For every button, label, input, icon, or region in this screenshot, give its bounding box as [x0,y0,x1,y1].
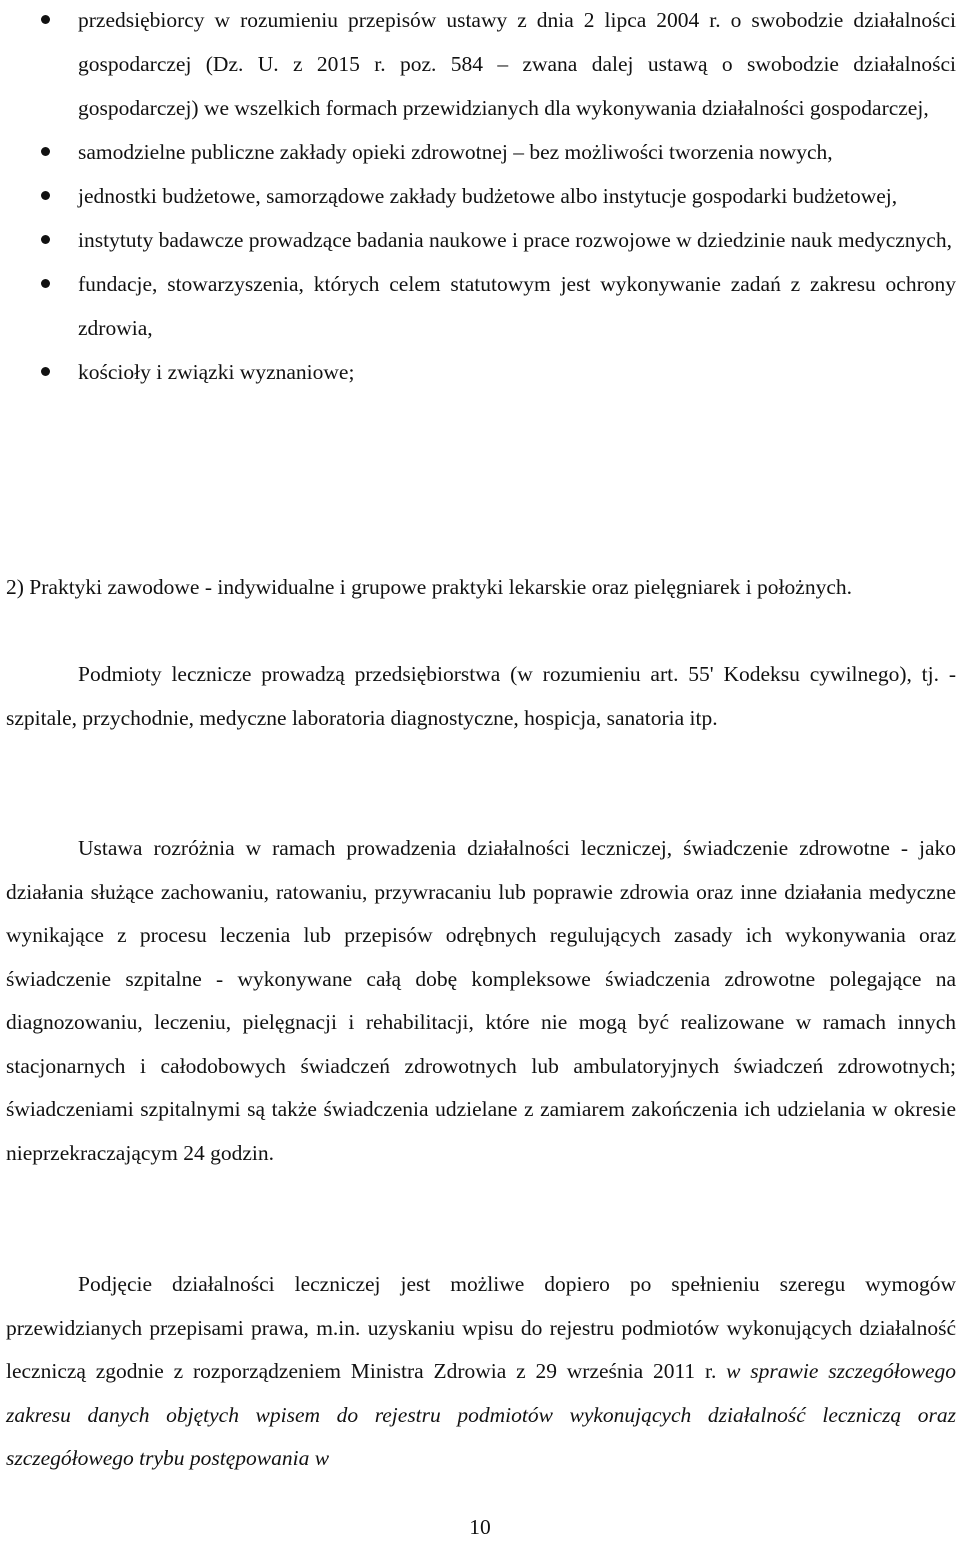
entity-bullet-list [0,0,960,394]
list-item [0,350,960,394]
commencement-text: Podjęcie działalności leczniczej jest możliwe dopiero po spełnieniu szeregu wymogów przewidzianych przepisami prawa, m.in. uzyskaniu wpisu do rejestru podmiotów wykonujących działalność leczniczą zgodnie z rozporządzeniem Ministra Zdrowia z 29 września 2011 r. [6,1272,956,1383]
list-item-text: jednostki budżetowe, samorządowe zakłady budżetowe albo instytucje gospodarki budżetowej, [78,184,898,208]
list-item-text: przedsiębiorcy w rozumieniu przepisów ustawy z dnia 2 lipca 2004 r. o swobodzie działalności gospodarczej (Dz. U. z 2015 r. poz. 584 – zwana dalej ustawą o swobodzie działalności gospodarczej) we wszelkich formach przewidzianych dla wykonywania działalności gospodarczej, [78,8,956,120]
list-item [0,262,960,350]
point-2-paragraph: 2) Praktyki zawodowe - indywidualne i grupowe praktyki lekarskie oraz pielęgniarek i położnych. [6,575,852,599]
list-item-text: samodzielne publiczne zakłady opieki zdrowotnej – bez możliwości tworzenia nowych, [78,140,833,164]
page-number: 10 [469,1515,491,1539]
healthcare-entities-paragraph: Podmioty lecznicze prowadzą przedsiębiorstwa (w rozumieniu art. 55' Kodeksu cywilnego), tj. - szpitale, przychodnie, medyczne laboratoria diagnostyczne, hospicja, sanatoria itp. [6,662,956,730]
list-item [0,0,960,130]
list-item-text: kościoły i związki wyznaniowe; [78,360,355,384]
bullet-icon [41,147,50,156]
list-item-text: instytuty badawcze prowadzące badania naukowe i prace rozwojowe w dziedzinie nauk medycznych, [78,228,952,252]
bullet-icon [41,367,50,376]
list-item [0,218,960,262]
regulation-title-italic: w sprawie szczegółowego zakresu danych objętych wpisem do rejestru podmiotów wykonujących działalność leczniczą oraz szczegółowego trybu postępowania w [6,1359,956,1470]
bullet-icon [41,191,50,200]
bullet-icon [41,15,50,24]
list-item [0,174,960,218]
commencement-paragraph [6,1263,956,1481]
list-item [0,130,960,174]
act-distinction-paragraph: Ustawa rozróżnia w ramach prowadzenia działalności leczniczej, świadczenie zdrowotne - jako działania służące zachowaniu, ratowaniu, przywracaniu lub poprawie zdrowia oraz inne działania medyczne wynikające z procesu leczenia lub przepisów odrębnych regulujących zasady ich wykonywania oraz świadczenie szpitalne - wykonywane całą dobę kompleksowe świadczenia zdrowotne polegające na diagnozowaniu, leczeniu, pielęgnacji i rehabilitacji, które nie mogą być realizowane w ramach innych stacjonarnych i całodobowych świadczeń zdrowotnych lub ambulatoryjnych świadczeń zdrowotnych; świadczeniami szpitalnymi są także świadczenia udzielane z zamiarem zakończenia ich udzielania w okresie nieprzekraczającym 24 godzin. [6,836,956,1165]
bullet-icon [41,235,50,244]
bullet-icon [41,279,50,288]
list-item-text: fundacje, stowarzyszenia, których celem statutowym jest wykonywanie zadań z zakresu ochrony zdrowia, [78,272,956,340]
